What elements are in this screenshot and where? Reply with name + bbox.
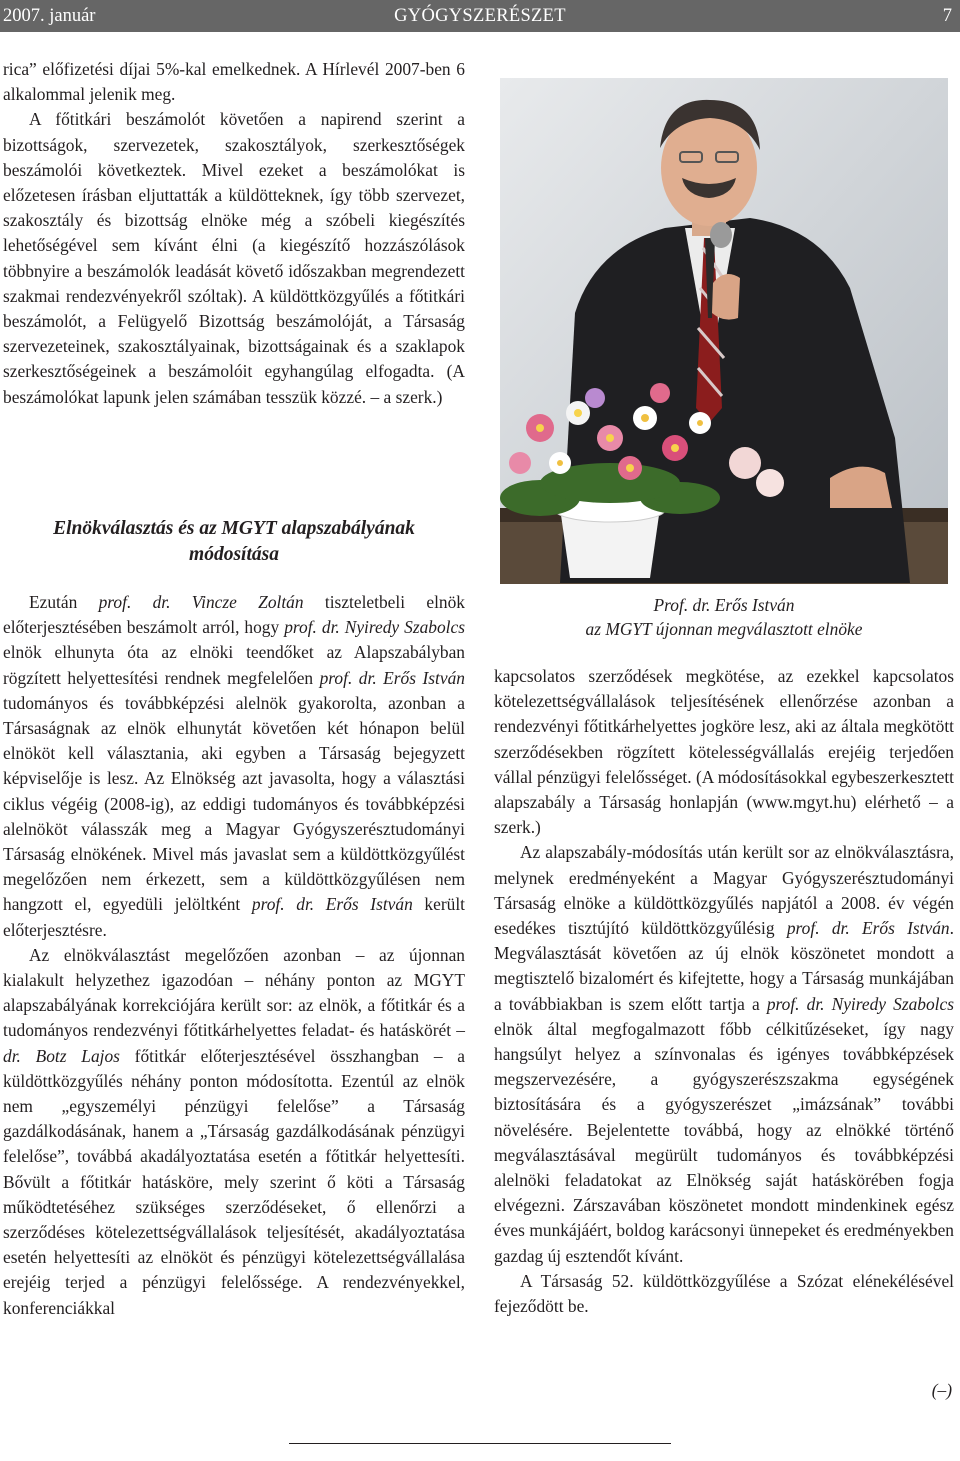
text-run: Ezután <box>29 592 99 612</box>
person-name: prof. dr. Erős István <box>319 667 465 688</box>
intro-text <box>3 57 465 410</box>
person-name: prof. dr. Erős István <box>786 918 950 939</box>
photo-illustration <box>500 78 948 584</box>
text-run: került előterjesztésre. <box>3 894 465 940</box>
text-run: főtitkár előterjesztésével összhangban – a küldöttközgyűlés néhány ponton módosította. Ezentúl az elnök nem „egyszemélyi pénzügyi felelőse” a Társaság gazdálkodásának, hanem a „Társaság gazdálkodásának pénzügyi felelőse”, továbbá akadályoztatása esetén a főtitkár helyettesíti. Bővült a főtitkár hatásköre, mely szerint ő köti a Társaság működtetéséhez szükséges szerződéseket, ő ellenőrzi a szerződéses kötelezettségvállalások teljesítését, akadályoztatása esetén helyettesíti az elnököt és pénzügyi kötelezettségvállalása erejéig terjed a pénzügyi felelőssége. A rendezvényekkel, konferenciákkal <box>3 1045 465 1318</box>
closing-paragraph: A Társaság 52. küldöttközgyűlése a Szózat elénekélésével fejeződött be. <box>494 1270 954 1317</box>
text-run: . Megválasztását követően az új elnök köszönetet mondott a megtisztelő bizalomért és kifejtette, hogy a Társaság munkájában a továbbiakban is szem előtt tartja a <box>494 918 954 1014</box>
text-run: elnök elhunyta óta az elnöki teendőket az Alapszabályban rögzített helyettesítési rendnek megfelelően <box>3 642 465 688</box>
text-run: elnök által megfogalmazott főbb célkitűzéseket, így nagy hangsúlyt helyez a színvonalas és igényes továbbképzések megszervezésére, a gyógyszerészszakma egységének biztosítására és a gyógyszerészet „imázsának” további növelésére. Bejelentette továbbá, hogy az elnökké történő megválasztásával megürült tudományos és továbbképzési alelnöki feladatokat az Elnökség saját hatáskörében fogja elvégezni. Zárszavában köszönetet mondott mindenkinek egész éves munkájáért, boldog karácsonyi ünnepeket és eredményekben gazdag új esztendőt kívánt. <box>494 1018 954 1266</box>
text-run: tiszteletbeli elnök előterjesztésében beszámolt arról, hogy <box>3 592 465 638</box>
intro-paragraph-1: rica” előfizetési díjai 5%-kal emelkednek. A Hírlevél 2007-ben 6 alkalommal jelenik meg. <box>3 59 465 105</box>
person-name: prof. dr. Nyiredy Szabolcs <box>284 617 465 638</box>
body-paragraph: kapcsolatos szerződések megkötése, az ezekkel kapcsolatos kötelezettségvállalások teljesítésének ellenőrzése azonban a rendezvényi főtitkárhelyettes jogköre lesz, aki az általa megkötött szerződésekben rögzített kötelességvállalás erejéig terjedően vállal pénzügyi felelősséget. (A módosításokkal egybeszerkesztett alapszabály a Társaság honlapján (www.mgyt.hu) elérhető – a szerk.) <box>494 666 954 838</box>
person-name: prof. dr. Vincze Zoltán <box>98 592 304 612</box>
person-name: prof. dr. Nyiredy Szabolcs <box>766 993 954 1014</box>
text-run: Az alapszabály-módosítás után került sor az elnökválasztásra, melynek eredményeként a Magyar Gyógyszerésztudományi Társaság elnöke a küldöttközgyűlés napjától a 2008. év végén esedékes tisztújító küldöttközgyűlésig <box>494 842 954 939</box>
person-name: dr. Botz Lajos <box>3 1045 120 1066</box>
author-signoff: (–) <box>931 1380 952 1400</box>
section-heading-line-2: módosítása <box>189 544 279 565</box>
section-heading <box>3 516 465 568</box>
issue-date: 2007. január <box>3 6 96 26</box>
section-heading-line-1: Elnökválasztás és az MGYT alapszabályának <box>53 518 415 539</box>
text-run: tudományos és továbbképzési alelnök gyakorolta, azonban a Társaságnak az elnök elhunytát követően két hónapon belül elnököt kell választania, aki egyben a Társaság bejegyzett képviselője is lesz. Az Elnökség azt javasolta, hogy a választási ciklus végéig (2008-ig), az eddigi tudományos és továbbképzési alelnököt válasszák meg a Magyar Gyógyszerésztudományi Társaság elnökének. Mivel más javaslat sem a küldöttközgyűlést megelőzően nem érkezett, sem a küldöttközgyűlésen nem hangzott el, egyedüli jelöltként <box>3 692 465 915</box>
intro-paragraph-2: A főtitkári beszámolót követően a napirend szerint a bizottságok, szervezetek, szakosztályok, szerkesztőségek beszámolói következtek. Mivel ezeket a beszámolókat is előzetesen írásban eljuttatták a küldötteknek, így több szervezet, szakosztály és bizottság elnöke még a szóbeli kiegészítés lehetőségével sem kívánt élni (a kiegészítő hozzászólások többnyire a beszámolók leadását követő időszakban megrendezett szakmai rendezvényekről szóltak). A küldöttközgyűlés a főtitkári beszámolót, a Felügyelő Bizottság beszámolóját, a Társaság szervezeteinek, szakosztályainak, bizottságainak és a szaklapok szerkesztőségeinek a beszámolóit egyhangúlag elfogadta. (A beszámolókat lapunk jelen számában tesszük közzé. – a szerk.) <box>3 109 465 407</box>
caption-name: Prof. dr. Erős István <box>653 595 795 615</box>
left-body-text <box>3 590 465 1321</box>
right-body-text <box>494 664 954 1319</box>
running-header <box>0 0 960 32</box>
body-paragraph <box>494 840 954 1268</box>
footer-divider <box>289 1443 671 1444</box>
journal-title: GYÓGYSZERÉSZET <box>394 6 566 26</box>
body-paragraph <box>3 590 465 943</box>
president-photo <box>500 78 948 584</box>
text-run: Az elnökválasztást megelőzően azonban – az újonnan kialakult helyzethez igazodóan – néhány ponton az MGYT alapszabályának korrekciójára került sor: az elnök, a főtitkár és a tudományos rendezvényi főtitkárhelyettes feladat- és hatáskörét – <box>3 944 465 1041</box>
caption-role: az MGYT újonnan megválasztott elnöke <box>585 619 863 639</box>
person-name: prof. dr. Erős István <box>251 894 413 915</box>
photo-caption <box>494 593 954 641</box>
page-number: 7 <box>942 6 952 26</box>
body-paragraph <box>3 943 465 1321</box>
